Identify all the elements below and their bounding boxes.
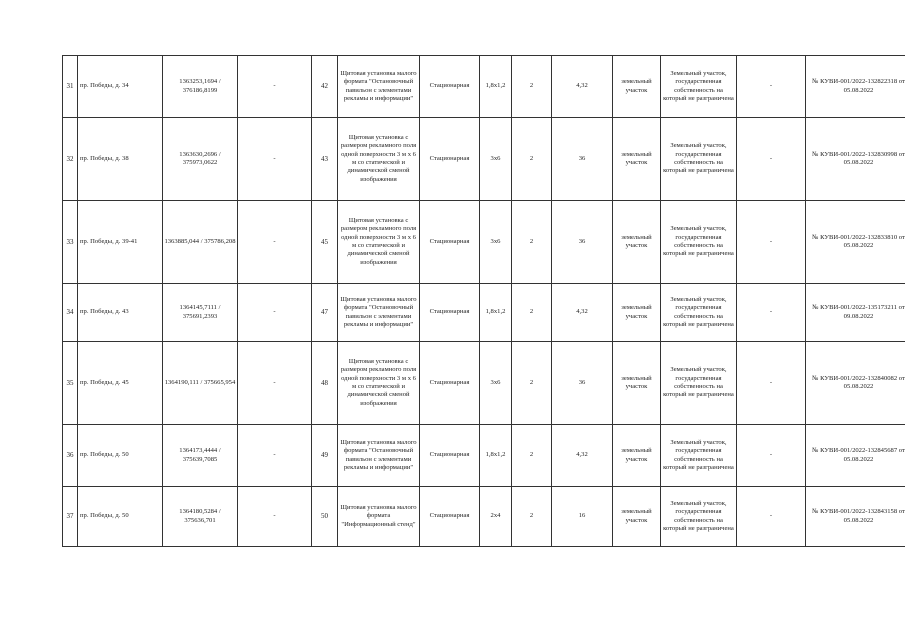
structure-number-cell: 49 — [312, 425, 338, 487]
land-type-cell: земельный участок — [613, 487, 661, 547]
coordinates-cell: 1363885,044 / 375786,208 — [163, 201, 238, 284]
land-type-cell: земельный участок — [613, 201, 661, 284]
structure-kind-cell: Стационарная — [420, 487, 480, 547]
structure-kind-cell: Стационарная — [420, 342, 480, 425]
row-number: 34 — [63, 284, 78, 342]
empty-value-cell-2: - — [737, 342, 806, 425]
structure-kind-cell: Стационарная — [420, 56, 480, 118]
document-reference-cell: № КУВИ-001/2022-132833810 от 05.08.2022 — [806, 201, 905, 284]
land-type-cell: земельный участок — [613, 284, 661, 342]
size-cell: 3х6 — [480, 118, 512, 201]
table-row — [63, 425, 905, 487]
size-cell: 1,8х1,2 — [480, 284, 512, 342]
advertising-structures-table — [62, 55, 905, 547]
area-cell: 4,32 — [552, 284, 613, 342]
table-row — [63, 201, 905, 284]
address-cell: пр. Победы, д. 34 — [78, 56, 163, 118]
structure-type-cell: Щитовая установка с размером рекламного поля одной поверхности 3 м х 6 м со статической и динамической сменой изображения — [338, 201, 420, 284]
ownership-cell: Земельный участок, государственная собственность на который не разграничена — [661, 425, 737, 487]
row-number: 36 — [63, 425, 78, 487]
sides-count-cell: 2 — [512, 487, 552, 547]
structure-kind-cell: Стационарная — [420, 284, 480, 342]
coordinates-cell: 1364145,7111 / 375691,2393 — [163, 284, 238, 342]
area-cell: 36 — [552, 118, 613, 201]
row-number: 33 — [63, 201, 78, 284]
document-reference-cell: № КУВИ-001/2022-132843158 от 05.08.2022 — [806, 487, 905, 547]
sides-count-cell: 2 — [512, 342, 552, 425]
area-cell: 4,32 — [552, 425, 613, 487]
row-number: 35 — [63, 342, 78, 425]
size-cell: 1,8х1,2 — [480, 425, 512, 487]
ownership-cell: Земельный участок, государственная собственность на который не разграничена — [661, 487, 737, 547]
coordinates-cell: 1363253,1694 / 376186,8199 — [163, 56, 238, 118]
structure-type-cell: Щитовая установка с размером рекламного поля одной поверхности 3 м х 6 м со статической и динамической сменой изображения — [338, 118, 420, 201]
table-row — [63, 56, 905, 118]
ownership-cell: Земельный участок, государственная собственность на который не разграничена — [661, 118, 737, 201]
area-cell: 36 — [552, 342, 613, 425]
empty-value-cell: - — [238, 342, 312, 425]
ownership-cell: Земельный участок, государственная собственность на который не разграничена — [661, 284, 737, 342]
size-cell: 1,8х1,2 — [480, 56, 512, 118]
structure-number-cell: 42 — [312, 56, 338, 118]
empty-value-cell: - — [238, 425, 312, 487]
address-cell: пр. Победы, д. 43 — [78, 284, 163, 342]
size-cell: 3х6 — [480, 342, 512, 425]
table-row — [63, 118, 905, 201]
area-cell: 4,32 — [552, 56, 613, 118]
table-row — [63, 487, 905, 547]
coordinates-cell: 1363630,2696 / 375973,0622 — [163, 118, 238, 201]
land-type-cell: земельный участок — [613, 425, 661, 487]
empty-value-cell-2: - — [737, 201, 806, 284]
sides-count-cell: 2 — [512, 56, 552, 118]
sides-count-cell: 2 — [512, 118, 552, 201]
structure-kind-cell: Стационарная — [420, 425, 480, 487]
land-type-cell: земельный участок — [613, 342, 661, 425]
document-reference-cell: № КУВИ-001/2022-132822318 от 05.08.2022 — [806, 56, 905, 118]
structure-type-cell: Щитовая установка малого формата "Остановочный павильон с элементами рекламы и информации" — [338, 284, 420, 342]
row-number: 32 — [63, 118, 78, 201]
empty-value-cell-2: - — [737, 425, 806, 487]
address-cell: пр. Победы, д. 39-41 — [78, 201, 163, 284]
structure-type-cell: Щитовая установка с размером рекламного поля одной поверхности 3 м х 6 м со статической и динамической сменой изображения — [338, 342, 420, 425]
table-row — [63, 342, 905, 425]
document-reference-cell: № КУВИ-001/2022-135173211 от 09.08.2022 — [806, 284, 905, 342]
structure-type-cell: Щитовая установка малого формата "Информационный стенд" — [338, 487, 420, 547]
empty-value-cell-2: - — [737, 56, 806, 118]
address-cell: пр. Победы, д. 50 — [78, 487, 163, 547]
structure-number-cell: 45 — [312, 201, 338, 284]
address-cell: пр. Победы, д. 50 — [78, 425, 163, 487]
empty-value-cell: - — [238, 201, 312, 284]
empty-value-cell: - — [238, 118, 312, 201]
empty-value-cell: - — [238, 56, 312, 118]
sides-count-cell: 2 — [512, 425, 552, 487]
empty-value-cell-2: - — [737, 487, 806, 547]
empty-value-cell: - — [238, 487, 312, 547]
document-reference-cell: № КУВИ-001/2022-132840082 от 05.08.2022 — [806, 342, 905, 425]
size-cell: 2х4 — [480, 487, 512, 547]
structure-type-cell: Щитовая установка малого формата "Остановочный павильон с элементами рекламы и информации" — [338, 56, 420, 118]
ownership-cell: Земельный участок, государственная собственность на который не разграничена — [661, 201, 737, 284]
coordinates-cell: 1364190,111 / 375665,954 — [163, 342, 238, 425]
ownership-cell: Земельный участок, государственная собственность на который не разграничена — [661, 342, 737, 425]
document-reference-cell: № КУВИ-001/2022-132830998 от 05.08.2022 — [806, 118, 905, 201]
document-reference-cell: № КУВИ-001/2022-132845687 от 05.08.2022 — [806, 425, 905, 487]
structure-type-cell: Щитовая установка малого формата "Остановочный павильон с элементами рекламы и информации" — [338, 425, 420, 487]
structure-kind-cell: Стационарная — [420, 118, 480, 201]
size-cell: 3х6 — [480, 201, 512, 284]
row-number: 31 — [63, 56, 78, 118]
land-type-cell: земельный участок — [613, 56, 661, 118]
empty-value-cell-2: - — [737, 284, 806, 342]
area-cell: 16 — [552, 487, 613, 547]
table-body — [63, 56, 905, 547]
structure-number-cell: 47 — [312, 284, 338, 342]
sides-count-cell: 2 — [512, 201, 552, 284]
row-number: 37 — [63, 487, 78, 547]
structure-number-cell: 50 — [312, 487, 338, 547]
area-cell: 36 — [552, 201, 613, 284]
table-row — [63, 284, 905, 342]
empty-value-cell-2: - — [737, 118, 806, 201]
address-cell: пр. Победы, д. 45 — [78, 342, 163, 425]
address-cell: пр. Победы, д. 38 — [78, 118, 163, 201]
empty-value-cell: - — [238, 284, 312, 342]
structure-number-cell: 43 — [312, 118, 338, 201]
structure-number-cell: 48 — [312, 342, 338, 425]
coordinates-cell: 1364173,4444 / 375639,7085 — [163, 425, 238, 487]
ownership-cell: Земельный участок, государственная собственность на который не разграничена — [661, 56, 737, 118]
coordinates-cell: 1364180,5284 / 375636,701 — [163, 487, 238, 547]
land-type-cell: земельный участок — [613, 118, 661, 201]
structure-kind-cell: Стационарная — [420, 201, 480, 284]
sides-count-cell: 2 — [512, 284, 552, 342]
